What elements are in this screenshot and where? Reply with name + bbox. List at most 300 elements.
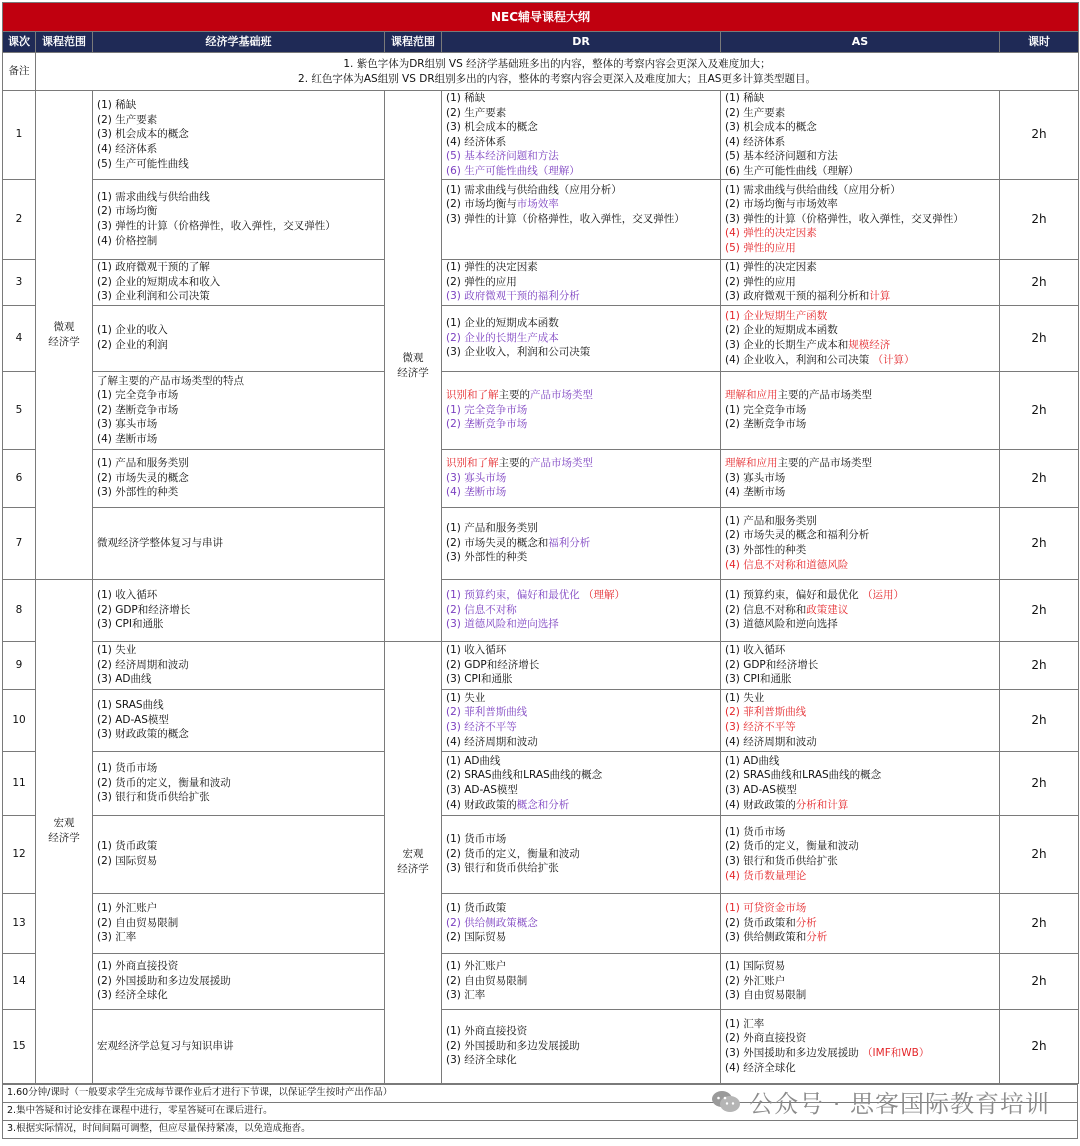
- cell-line: [725, 869, 995, 884]
- cell-line: [446, 974, 716, 989]
- table-row: [3, 449, 1079, 507]
- text-segment: （运用）: [862, 589, 905, 602]
- as-content: [721, 953, 1000, 1009]
- text-segment: (1) 预算约束，偏好和最优化: [725, 589, 863, 602]
- cell-line: [725, 603, 995, 618]
- text-segment: (5) 生产可能性曲线: [97, 157, 189, 170]
- text-segment: (2) 垄断竞争市场: [446, 418, 528, 431]
- header-dr: DR: [442, 32, 721, 53]
- text-segment: 福利分析: [548, 536, 591, 549]
- text-segment: (1) 需求曲线与供给曲线（应用分析）: [446, 183, 622, 196]
- cell-line: [97, 219, 380, 234]
- cell-line: [97, 916, 380, 931]
- cell-line: [725, 754, 995, 769]
- cell-line: [725, 471, 995, 486]
- lesson-hours: 2h: [1000, 179, 1079, 259]
- cell-line: [446, 149, 716, 164]
- text-segment: (2) SRAS曲线和LRAS曲线的概念: [725, 769, 882, 782]
- cell-line: [97, 113, 380, 128]
- cell-line: [97, 374, 380, 389]
- lesson-hours: 2h: [1000, 507, 1079, 579]
- cell-line: [725, 403, 995, 418]
- text-segment: (3) 汇率: [97, 931, 137, 944]
- cell-line: [725, 226, 995, 241]
- text-segment: 主要的产品市场类型: [777, 457, 872, 470]
- text-segment: 识别和了解: [446, 457, 499, 470]
- text-segment: (2) 垄断竞争市场: [97, 403, 179, 416]
- cell-line: [725, 768, 995, 783]
- lesson-number: 4: [3, 305, 36, 371]
- text-segment: (1) 企业的短期成本函数: [446, 317, 559, 330]
- text-segment: 计算: [869, 290, 891, 303]
- text-segment: (2) 国际贸易: [97, 855, 158, 868]
- dr-content: [442, 641, 721, 689]
- cell-line: [725, 974, 995, 989]
- lesson-number: 15: [3, 1009, 36, 1083]
- cell-line: [97, 204, 380, 219]
- text-segment: (4) 垄断市场: [446, 486, 507, 499]
- as-content: [721, 449, 1000, 507]
- cell-line: [725, 289, 995, 304]
- dr-content: [442, 751, 721, 815]
- dr-content: [442, 507, 721, 579]
- cell-line: [446, 861, 716, 876]
- cell-line: [446, 847, 716, 862]
- lesson-number: 5: [3, 371, 36, 449]
- cell-line: [97, 432, 380, 447]
- lesson-hours: 2h: [1000, 1009, 1079, 1083]
- cell-line: [446, 588, 716, 603]
- text-segment: (2) 生产要素: [725, 106, 786, 119]
- footnote-2: 2.集中答疑和讨论安排在课程中进行，零星答疑可在课后进行。: [3, 1102, 1078, 1120]
- dr-content: [442, 371, 721, 449]
- cell-line: [446, 1024, 716, 1039]
- cell-line: [446, 197, 716, 212]
- cell-line: [446, 916, 716, 931]
- header-lesson: 课次: [3, 32, 36, 53]
- table-row: [3, 893, 1079, 953]
- cell-line: [97, 142, 380, 157]
- cell-line: [725, 705, 995, 720]
- as-content: [721, 507, 1000, 579]
- cell-line: [446, 691, 716, 706]
- remark-label: 备注: [3, 53, 36, 91]
- text-segment: (3) CPI和通胀: [446, 673, 513, 686]
- table-row: [3, 259, 1079, 305]
- cell-line: [446, 135, 716, 150]
- cell-line: [725, 839, 995, 854]
- cell-line: [725, 798, 995, 813]
- cell-line: [97, 617, 380, 632]
- table-row: [3, 815, 1079, 893]
- scope-label: 宏观 经济学: [397, 848, 429, 876]
- text-segment: (2) 菲利普斯曲线: [725, 706, 807, 719]
- cell-line: [725, 825, 995, 840]
- text-segment: (3) 道德风险和逆向选择: [446, 618, 559, 631]
- text-segment: 产品市场类型: [530, 389, 593, 402]
- text-segment: (1) 货币市场: [97, 762, 158, 775]
- basic-content: [93, 689, 385, 751]
- cell-line: [725, 528, 995, 543]
- text-segment: (2) GDP和经济增长: [725, 658, 819, 671]
- text-segment: (1) 货币市场: [446, 833, 507, 846]
- text-segment: (3) 自由贸易限制: [725, 989, 807, 1002]
- text-segment: (4) 财政政策的: [446, 798, 517, 811]
- cell-line: [446, 672, 716, 687]
- text-segment: (3) 政府微观干预的福利分析和: [725, 290, 870, 303]
- basic-content: [93, 579, 385, 641]
- cell-line: [446, 930, 716, 945]
- text-segment: 市场效率: [516, 198, 559, 211]
- text-segment: (4) 经济体系: [446, 135, 507, 148]
- text-segment: (2) 垄断竞争市场: [725, 418, 807, 431]
- scope-label: 微观 经济学: [48, 321, 80, 348]
- as-content: [721, 641, 1000, 689]
- cell-line: [97, 234, 380, 249]
- cell-line: [446, 643, 716, 658]
- table-row: [3, 953, 1079, 1009]
- basic-content: [93, 449, 385, 507]
- cell-line: [725, 417, 995, 432]
- text-segment: (3) 银行和货币供给扩张: [446, 862, 559, 875]
- header-scope-2: 课程范围: [385, 32, 442, 53]
- cell-line: [97, 672, 380, 687]
- lesson-number: 13: [3, 893, 36, 953]
- cell-line: [725, 323, 995, 338]
- text-segment: (3) 机会成本的概念: [446, 121, 538, 134]
- cell-line: [725, 901, 995, 916]
- text-segment: (3) 经济全球化: [446, 1054, 517, 1067]
- cell-line: [97, 854, 380, 869]
- as-content: [721, 751, 1000, 815]
- text-segment: (3) 汇率: [446, 989, 486, 1002]
- basic-content: [93, 641, 385, 689]
- cell-line: [725, 658, 995, 673]
- table-row: [3, 91, 1079, 180]
- text-segment: (4) 价格控制: [97, 234, 158, 247]
- text-segment: (2) 外商直接投资: [725, 1032, 807, 1045]
- cell-line: [446, 120, 716, 135]
- cell-line: [97, 485, 380, 500]
- dr-content: [442, 815, 721, 893]
- cell-line: [446, 754, 716, 769]
- table-title: NEC辅导课程大纲: [3, 3, 1079, 32]
- cell-line: [446, 316, 716, 331]
- lesson-hours: 2h: [1000, 953, 1079, 1009]
- text-segment: (2) 货币的定义，衡量和波动: [725, 840, 859, 853]
- text-segment: (2) 货币的定义，衡量和波动: [97, 776, 231, 789]
- text-segment: (3) AD-AS模型: [446, 784, 518, 797]
- as-content: [721, 893, 1000, 953]
- text-segment: (4) 经济全球化: [725, 1061, 796, 1074]
- lesson-number: 7: [3, 507, 36, 579]
- text-segment: (1) 货币市场: [725, 825, 786, 838]
- cell-line: [446, 331, 716, 346]
- cell-line: [725, 197, 995, 212]
- cell-line: [97, 1039, 380, 1054]
- text-segment: (1) 收入循环: [446, 644, 507, 657]
- text-segment: (1) 完全竞争市场: [97, 389, 179, 402]
- text-segment: (1) 产品和服务类别: [725, 514, 817, 527]
- text-segment: 分析: [806, 931, 828, 944]
- text-segment: (5) 基本经济问题和方法: [446, 150, 559, 163]
- as-content: [721, 305, 1000, 371]
- cell-line: [97, 127, 380, 142]
- lesson-hours: 2h: [1000, 449, 1079, 507]
- lesson-number: 2: [3, 179, 36, 259]
- text-segment: 理解和应用: [725, 457, 778, 470]
- text-segment: (2) AD-AS模型: [97, 713, 169, 726]
- text-segment: (4) 经济体系: [725, 135, 786, 148]
- lesson-number: 6: [3, 449, 36, 507]
- cell-line: [725, 120, 995, 135]
- remark-line-1: 1. 紫色字体为DR组别 VS 经济学基础班多出的内容，整体的考察内容会更深入及难度加大；: [343, 57, 771, 70]
- lesson-hours: 2h: [1000, 815, 1079, 893]
- basic-content: [93, 815, 385, 893]
- cell-line: [725, 672, 995, 687]
- basic-content: [93, 953, 385, 1009]
- cell-line: [725, 959, 995, 974]
- cell-line: [725, 260, 995, 275]
- cell-line: [97, 260, 380, 275]
- cell-line: [97, 698, 380, 713]
- text-segment: (1) AD曲线: [725, 754, 780, 767]
- cell-line: [446, 388, 716, 403]
- text-segment: (1) 稀缺: [725, 92, 765, 104]
- cell-line: [725, 388, 995, 403]
- text-segment: (1) 外汇账户: [446, 960, 507, 973]
- lesson-number: 8: [3, 579, 36, 641]
- cell-line: [97, 190, 380, 205]
- text-segment: (2) 企业的短期成本函数: [725, 324, 838, 337]
- cell-line: [725, 1031, 995, 1046]
- cell-line: [97, 98, 380, 113]
- text-segment: 主要的: [498, 457, 530, 470]
- text-segment: (1) 失业: [725, 691, 765, 704]
- cell-line: [446, 417, 716, 432]
- text-segment: (1) 外汇账户: [97, 902, 158, 915]
- text-segment: (1) 企业的收入: [97, 324, 168, 337]
- cell-line: [446, 798, 716, 813]
- text-segment: 理解和应用: [725, 389, 778, 402]
- cell-line: [446, 345, 716, 360]
- text-segment: (2) 外汇账户: [725, 974, 786, 987]
- cell-line: [446, 485, 716, 500]
- text-segment: (6) 生产可能性曲线（理解）: [725, 164, 859, 177]
- table-row: [3, 1009, 1079, 1083]
- cell-line: [725, 930, 995, 945]
- dr-content: [442, 579, 721, 641]
- text-segment: (4) 经济体系: [97, 143, 158, 156]
- cell-line: [725, 485, 995, 500]
- cell-line: [446, 275, 716, 290]
- text-segment: (2) 市场失灵的概念和: [446, 536, 549, 549]
- text-segment: (2) 外国援助和多边发展援助: [97, 974, 231, 987]
- text-segment: (4) 经济周期和波动: [725, 735, 817, 748]
- text-segment: (2) 供给侧政策概念: [446, 916, 538, 929]
- table-row: [3, 507, 1079, 579]
- text-segment: (3) 外部性的种类: [97, 486, 179, 499]
- text-segment: (1) 完全竞争市场: [446, 403, 528, 416]
- basic-content: [93, 1009, 385, 1083]
- cell-line: [446, 471, 716, 486]
- text-segment: (4) 垄断市场: [725, 486, 786, 499]
- cell-line: [97, 761, 380, 776]
- as-content: [721, 1009, 1000, 1083]
- lesson-number: 9: [3, 641, 36, 689]
- text-segment: (2) 信息不对称: [446, 603, 517, 616]
- text-segment: (2) 市场失灵的概念: [97, 471, 189, 484]
- text-segment: (4) 企业收入，利润和公司决策: [725, 353, 873, 366]
- lesson-hours: 2h: [1000, 751, 1079, 815]
- wechat-icon: [711, 1089, 741, 1121]
- syllabus-table: [2, 2, 1079, 1084]
- cell-line: [446, 901, 716, 916]
- cell-line: [97, 471, 380, 486]
- text-segment: (3) 机会成本的概念: [725, 121, 817, 134]
- text-segment: (5) 基本经济问题和方法: [725, 150, 838, 163]
- cell-line: [97, 790, 380, 805]
- as-content: [721, 259, 1000, 305]
- cell-line: [446, 768, 716, 783]
- cell-line: [446, 212, 716, 227]
- text-segment: (3) 寡头市场: [97, 418, 158, 431]
- remark-line-2: 2. 红色字体为AS组别 VS DR组别多出的内容，整体的考察内容会更深入及难度加大；且AS更多计算类型题目。: [298, 72, 816, 85]
- cell-line: [725, 241, 995, 256]
- cell-line: [97, 713, 380, 728]
- text-segment: (3) 经济不平等: [725, 721, 796, 734]
- cell-line: [725, 558, 995, 573]
- dr-content: [442, 259, 721, 305]
- text-segment: (1) 弹性的决定因素: [446, 261, 538, 274]
- cell-line: [97, 643, 380, 658]
- text-segment: 分析和计算: [795, 798, 849, 811]
- text-segment: (2) 市场均衡: [97, 205, 158, 218]
- cell-line: [446, 720, 716, 735]
- table-row: [3, 179, 1079, 259]
- text-segment: (3) AD曲线: [97, 673, 152, 686]
- cell-line: [97, 658, 380, 673]
- cell-line: [725, 135, 995, 150]
- scope-cell: [36, 579, 93, 1083]
- text-segment: 规模经济: [848, 339, 891, 352]
- cell-line: [725, 149, 995, 164]
- cell-line: [97, 157, 380, 172]
- text-segment: (2) 弹性的应用: [725, 275, 796, 288]
- cell-line: [725, 353, 995, 368]
- text-segment: (1) 预算约束，偏好和最优化: [446, 589, 584, 602]
- as-content: [721, 91, 1000, 180]
- cell-line: [97, 588, 380, 603]
- cell-line: [446, 1053, 716, 1068]
- cell-line: [446, 183, 716, 198]
- text-segment: (1) 收入循环: [725, 644, 786, 657]
- text-segment: (2) 市场均衡与市场效率: [725, 198, 838, 211]
- text-segment: (3) 企业利润和公司决策: [97, 290, 210, 303]
- text-segment: (2) 菲利普斯曲线: [446, 706, 528, 719]
- cell-line: [446, 705, 716, 720]
- dr-content: [442, 893, 721, 953]
- text-segment: (4) 财政政策的: [725, 798, 796, 811]
- lesson-hours: 2h: [1000, 641, 1079, 689]
- header-hours: 课时: [1000, 32, 1079, 53]
- cell-line: [97, 603, 380, 618]
- header-row: [3, 32, 1079, 53]
- watermark-text: 公众号 · 思客国际教育培训: [749, 1089, 1050, 1118]
- cell-line: [725, 1017, 995, 1032]
- cell-line: [446, 959, 716, 974]
- text-segment: (2) 企业的利润: [97, 339, 168, 352]
- cell-line: [97, 901, 380, 916]
- cell-line: [97, 388, 380, 403]
- text-segment: (1) 完全竞争市场: [725, 403, 807, 416]
- text-segment: (2) 经济周期和波动: [97, 658, 189, 671]
- text-segment: (3) 机会成本的概念: [97, 128, 189, 141]
- cell-line: [725, 643, 995, 658]
- basic-content: [93, 91, 385, 180]
- cell-line: [97, 417, 380, 432]
- lesson-number: 11: [3, 751, 36, 815]
- lesson-hours: 2h: [1000, 371, 1079, 449]
- remark-text: [36, 53, 1079, 91]
- text-segment: (4) 弹性的决定因素: [725, 227, 817, 240]
- text-segment: (4) 经济周期和波动: [446, 735, 538, 748]
- text-segment: (2) SRAS曲线和LRAS曲线的概念: [446, 769, 603, 782]
- text-segment: (3) 道德风险和逆向选择: [725, 618, 838, 631]
- text-segment: 主要的产品市场类型: [777, 389, 872, 402]
- text-segment: (5) 弹性的应用: [725, 241, 796, 254]
- scope-label: 微观 经济学: [397, 352, 429, 379]
- text-segment: (1) 需求曲线与供给曲线（应用分析）: [725, 183, 901, 196]
- cell-line: [725, 543, 995, 558]
- header-as: AS: [721, 32, 1000, 53]
- cell-line: [446, 1039, 716, 1054]
- text-segment: (2) 信息不对称和: [725, 603, 807, 616]
- text-segment: (6) 生产可能性曲线（理解）: [446, 164, 580, 177]
- lesson-hours: 2h: [1000, 305, 1079, 371]
- cell-line: [725, 275, 995, 290]
- cell-line: [725, 164, 995, 179]
- text-segment: (1) AD曲线: [446, 754, 501, 767]
- cell-line: [725, 988, 995, 1003]
- cell-line: [446, 241, 716, 256]
- table-row: [3, 689, 1079, 751]
- lesson-hours: 2h: [1000, 689, 1079, 751]
- dr-content: [442, 449, 721, 507]
- cell-line: [725, 309, 995, 324]
- dr-content: [442, 91, 721, 180]
- text-segment: 概念和分析: [516, 798, 570, 811]
- text-segment: 分析: [795, 916, 817, 929]
- text-segment: (4) 货币数量理论: [725, 869, 807, 882]
- text-segment: (3) 财政政策的概念: [97, 728, 189, 741]
- lesson-number: 12: [3, 815, 36, 893]
- cell-line: [97, 536, 380, 551]
- text-segment: (2) 国际贸易: [446, 931, 507, 944]
- cell-line: [97, 839, 380, 854]
- as-content: [721, 689, 1000, 751]
- cell-line: [725, 691, 995, 706]
- text-segment: (1) SRAS曲线: [97, 699, 164, 712]
- text-segment: (1) 货币政策: [97, 840, 158, 853]
- text-segment: (3) 弹性的计算（价格弹性，收入弹性，交叉弹性）: [97, 220, 336, 233]
- text-segment: (3) 企业收入，利润和公司决策: [446, 346, 591, 359]
- text-segment: (3) 寡头市场: [446, 471, 507, 484]
- cell-line: [446, 164, 716, 179]
- basic-content: [93, 259, 385, 305]
- table-row: [3, 641, 1079, 689]
- text-segment: (3) 外部性的种类: [446, 551, 528, 564]
